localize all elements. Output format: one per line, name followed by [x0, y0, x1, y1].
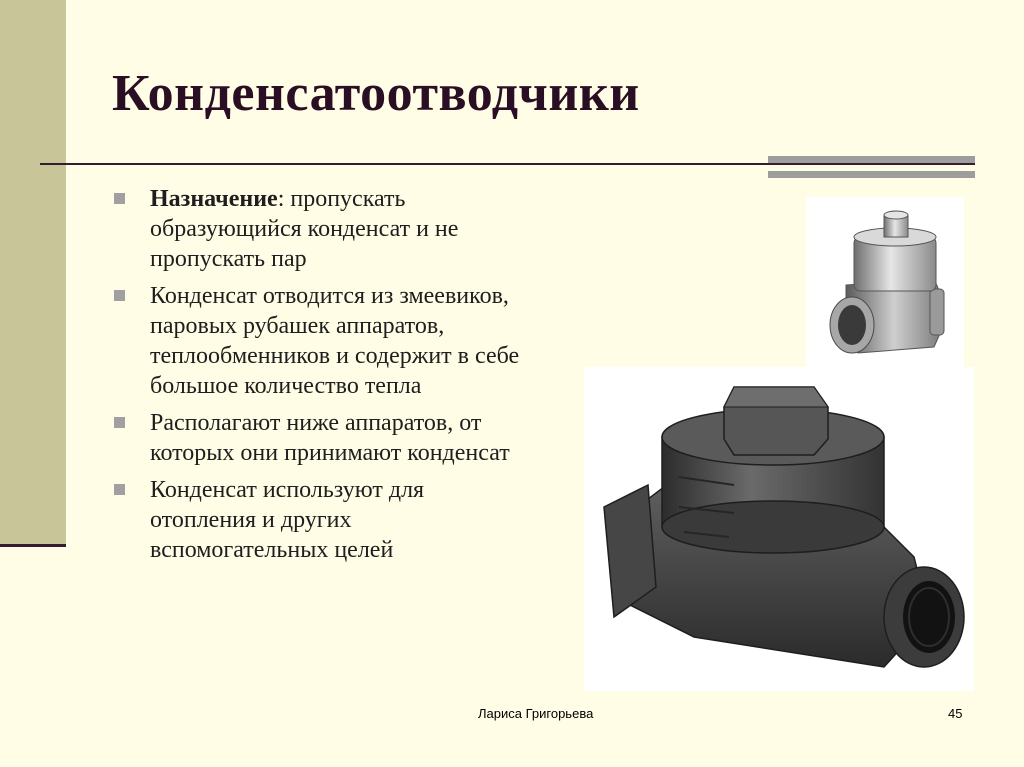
bullet-text: Располагают ниже аппаратов, от которых они принимают конденсат	[150, 410, 510, 466]
square-bullet-icon	[114, 193, 125, 204]
bullet-item	[112, 408, 532, 468]
square-bullet-icon	[114, 484, 125, 495]
title-rule	[40, 163, 975, 165]
bullet-bold-text: Назначение	[150, 186, 278, 212]
title-rule-accent-top	[768, 156, 975, 163]
bullet-item	[112, 475, 532, 565]
bullet-text: Конденсат используют для отопления и других вспомогательных целей	[150, 477, 425, 563]
steam-trap-silver-illustration	[806, 197, 964, 367]
bullet-text: Конденсат отводится из змеевиков, паровых рубашек аппаратов, теплообменников и содержит в себе большое количество тепла	[150, 283, 520, 399]
slide-title: Конденсатоотводчики	[112, 65, 640, 122]
square-bullet-icon	[114, 290, 125, 301]
bullet-item	[112, 281, 532, 401]
bullet-plain-text: : пропускать образующийся конденсат и не пропускать пар	[150, 186, 459, 272]
footer-author: Лариса Григорьева	[478, 706, 594, 721]
side-band	[0, 0, 66, 545]
steam-trap-silver-photo	[806, 197, 964, 367]
page-number: 45	[948, 706, 963, 721]
side-band-divider	[0, 544, 66, 547]
steam-trap-cast-iron-photo	[584, 367, 974, 691]
bullet-list	[112, 184, 532, 572]
bullet-text	[150, 186, 458, 272]
bullet-item	[112, 184, 532, 274]
steam-trap-cast-iron-illustration	[584, 367, 974, 691]
square-bullet-icon	[114, 417, 125, 428]
title-rule-accent-bottom	[768, 171, 975, 178]
